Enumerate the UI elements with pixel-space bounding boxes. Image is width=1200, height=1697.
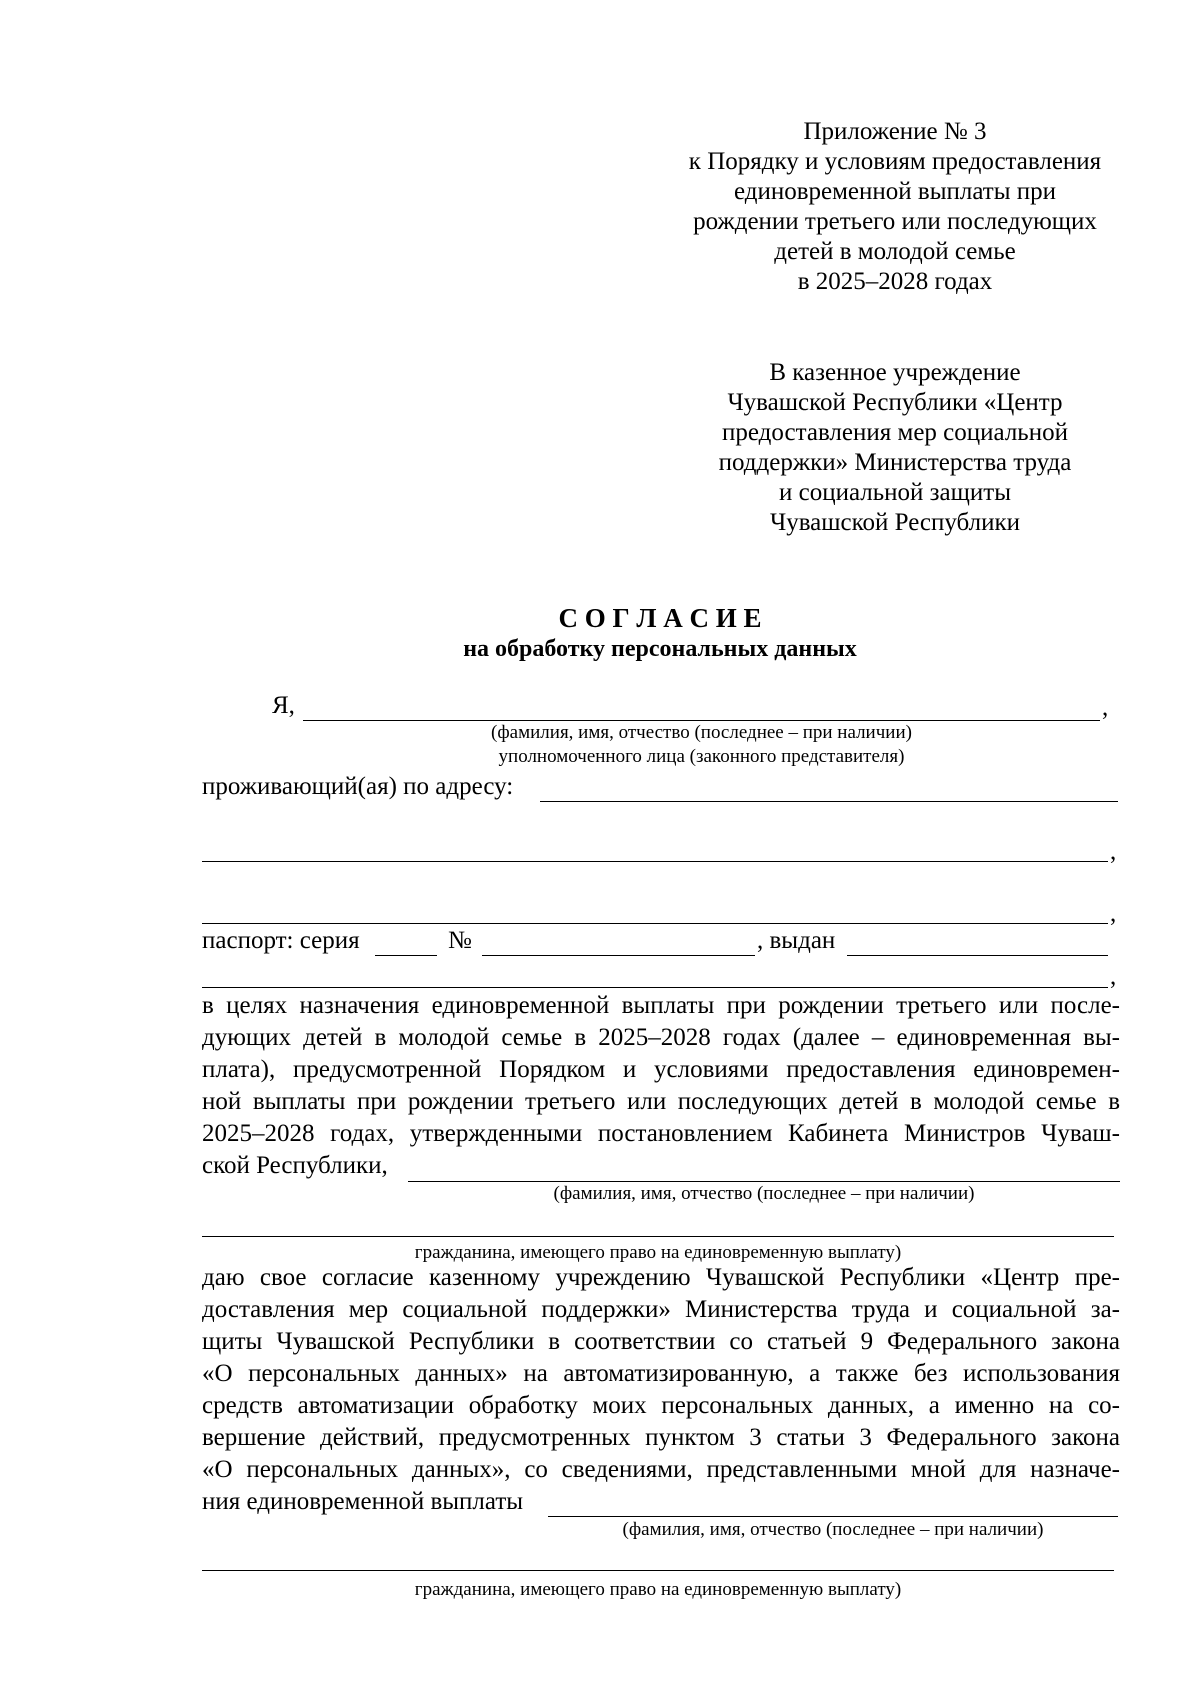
- comma: ,: [1102, 694, 1109, 721]
- comma: ,: [1110, 838, 1117, 865]
- document-title: С О Г Л А С И Е: [558, 603, 762, 633]
- citizen-fio-field-4[interactable]: [202, 1542, 1114, 1571]
- addressee-line: Чувашской Республики: [769, 509, 1021, 536]
- citizen-fio-field-2[interactable]: [202, 1208, 1114, 1237]
- passport-series-field[interactable]: [375, 927, 437, 956]
- addressee-line: предоставления мер социальной: [722, 419, 1068, 446]
- citizen-caption: гражданина, имеющего право на единовременную выплату): [414, 1579, 902, 1600]
- fio-caption: (фамилия, имя, отчество (последнее – при наличии): [553, 1183, 975, 1204]
- paragraph-line: даю свое согласие казенному учреждению Чувашской Республики «Центр пре-: [202, 1264, 1120, 1291]
- appendix-line: в 2025–2028 годах: [797, 268, 993, 295]
- appendix-line: к Порядку и условиям предоставления: [688, 148, 1102, 175]
- paragraph-line: 2025–2028 годах, утвержденными постановлением Кабинета Министров Чуваш-: [202, 1120, 1120, 1147]
- appendix-line: Приложение № 3: [803, 118, 987, 145]
- paragraph-line: щиты Чувашской Республики в соответствии со статьей 9 Федерального закона: [202, 1328, 1120, 1355]
- paragraph-line: «О персональных данных», со сведениями, представленными мной для назначе-: [202, 1456, 1120, 1483]
- paragraph-line: средств автоматизации обработку моих персональных данных, а именно на со-: [202, 1392, 1120, 1419]
- paragraph-line: «О персональных данных» на автоматизированную, а также без использования: [202, 1360, 1120, 1387]
- paragraph-line: вершение действий, предусмотренных пунктом 3 статьи 3 Федерального закона: [202, 1424, 1120, 1451]
- passport-label: паспорт: серия: [202, 927, 360, 954]
- addressee-block: [660, 358, 1130, 538]
- i-label: Я,: [272, 692, 295, 719]
- appendix-line: детей в молодой семье: [774, 238, 1016, 265]
- appendix-line: рождении третьего или последующих: [693, 208, 1097, 235]
- purpose-paragraph: [202, 990, 1120, 1150]
- citizen-fio-field-3[interactable]: [548, 1488, 1118, 1517]
- addressee-line: и социальной защиты: [778, 479, 1011, 506]
- address-field-1[interactable]: [540, 772, 1118, 802]
- paragraph-line: плата), предусмотренной Порядком и условиями предоставления единовремен-: [202, 1056, 1120, 1083]
- citizen-fio-field-1[interactable]: [408, 1152, 1120, 1182]
- comma: ,: [1110, 900, 1117, 927]
- issued-label: , выдан: [757, 927, 836, 954]
- address-field-2[interactable]: [202, 832, 1108, 862]
- number-sign: №: [448, 927, 472, 954]
- citizen-caption: гражданина, имеющего право на единовременную выплату): [414, 1242, 902, 1263]
- addressee-line: Чувашской Республики «Центр: [727, 389, 1063, 416]
- fio-caption: (фамилия, имя, отчество (последнее – при наличии): [622, 1519, 1044, 1540]
- address-field-3[interactable]: [202, 894, 1108, 924]
- consent-paragraph: [202, 1262, 1120, 1486]
- addressee-line: поддержки» Министерства труда: [718, 449, 1072, 476]
- passport-issued-field-2[interactable]: [202, 958, 1108, 988]
- address-label: проживающий(ая) по адресу:: [202, 773, 514, 800]
- comma: ,: [1110, 963, 1117, 990]
- appendix-line: единовременной выплаты при: [733, 178, 1057, 205]
- passport-number-field[interactable]: [482, 927, 755, 956]
- appendix-header: [660, 117, 1130, 297]
- paragraph-line: ной выплаты при рождении третьего или последующих детей в молодой семье в: [202, 1088, 1120, 1115]
- paragraph-last-line: ской Республики,: [202, 1152, 388, 1179]
- document-subtitle: на обработку персональных данных: [463, 636, 857, 662]
- paragraph-line: в целях назначения единовременной выплаты при рождении третьего или после-: [202, 992, 1120, 1019]
- representative-fio-field[interactable]: [303, 691, 1100, 721]
- addressee-line: В казенное учреждение: [769, 359, 1021, 386]
- paragraph-line: дующих детей в молодой семье в 2025–2028 годах (далее – единовременная вы-: [202, 1024, 1120, 1051]
- fio-caption: (фамилия, имя, отчество (последнее – при наличии): [491, 722, 912, 743]
- paragraph-last-line: ния единовременной выплаты: [202, 1488, 524, 1515]
- passport-issued-field-1[interactable]: [847, 927, 1108, 956]
- paragraph-line: доставления мер социальной поддержки» Министерства труда и социальной за-: [202, 1296, 1120, 1323]
- representative-caption: уполномоченного лица (законного представителя): [498, 746, 905, 767]
